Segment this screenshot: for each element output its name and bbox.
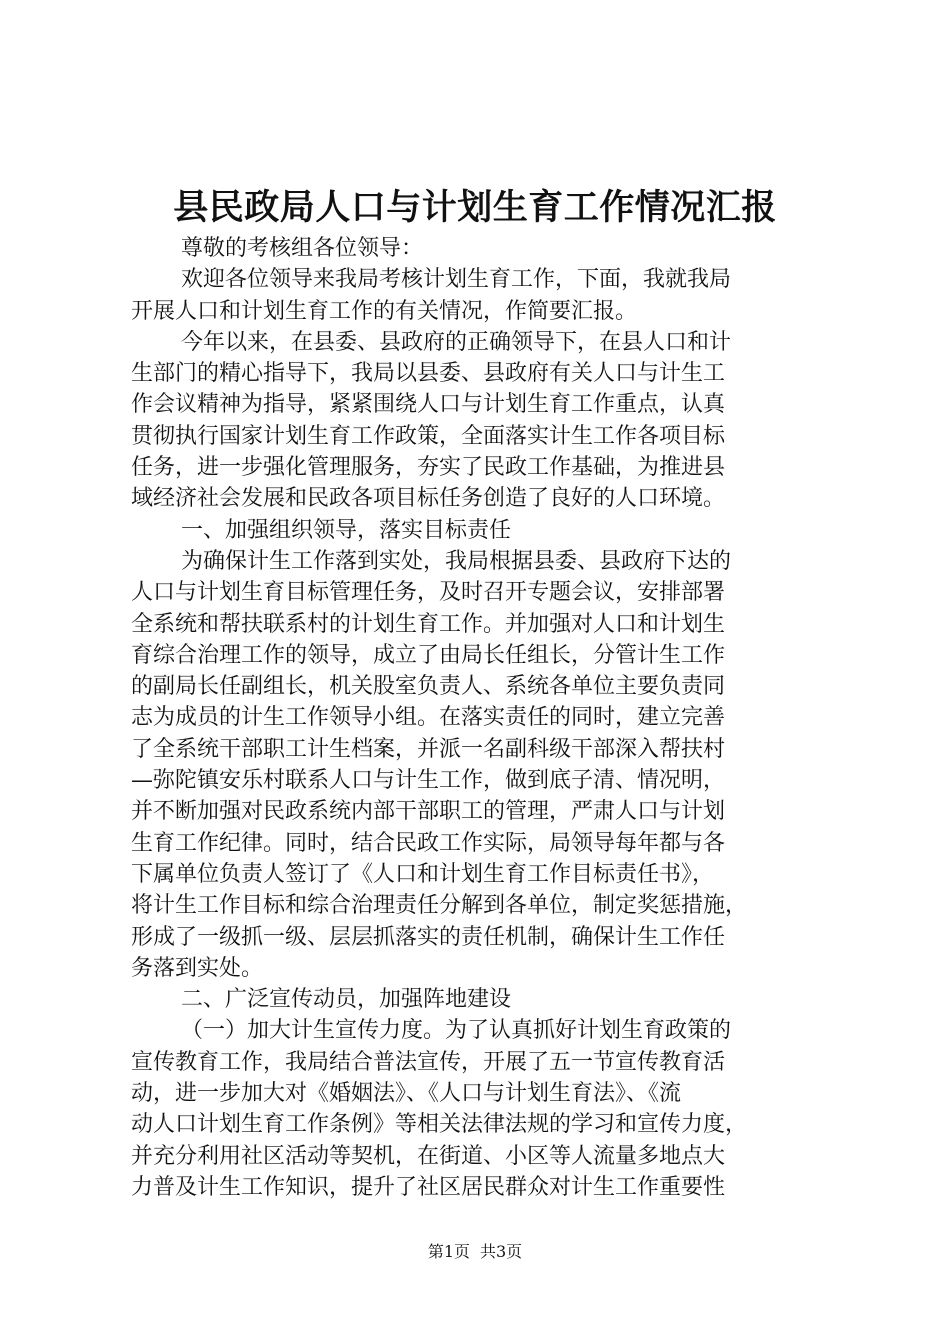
text-line: 的副局长任副组长，机关股室负责人、系统各单位主要负责同	[131, 674, 726, 700]
text-line: 务落到实处。	[131, 955, 264, 981]
text-line: 了全系统干部职工计生档案，并派一名副科级干部深入帮扶村	[131, 736, 726, 762]
text-line: 全系统和帮扶联系村的计划生育工作。并加强对人口和计划生	[131, 611, 726, 637]
text-line: 为确保计生工作落到实处，我局根据县委、县政府下达的	[181, 548, 732, 574]
text-line: 作会议精神为指导，紧紧围绕人口与计划生育工作重点，认真	[131, 392, 726, 418]
text-line: 力普及计生工作知识，提升了社区居民群众对计生工作重要性	[131, 1174, 726, 1200]
text-line: 贯彻执行国家计划生育工作政策，全面落实计生工作各项目标	[131, 423, 726, 449]
text-line: （一）加大计生宣传力度。为了认真抓好计划生育政策的	[181, 1018, 732, 1044]
text-line: 生育工作纪律。同时，结合民政工作实际，局领导每年都与各	[131, 830, 726, 856]
text-line: 志为成员的计生工作领导小组。在落实责任的同时，建立完善	[131, 705, 726, 731]
text-line: 开展人口和计划生育工作的有关情况，作简要汇报。	[131, 298, 638, 324]
text-line: 今年以来，在县委、县政府的正确领导下，在县人口和计	[181, 329, 732, 355]
text-line: 并充分利用社区活动等契机，在街道、小区等人流量多地点大	[131, 1143, 726, 1169]
page-footer	[0, 1240, 950, 1264]
text-line: —弥陀镇安乐村联系人口与计生工作，做到底子清、情况明，	[131, 768, 726, 794]
document-title: 县民政局人口与计划生育工作情况汇报	[173, 187, 777, 228]
text-line: 宣传教育工作，我局结合普法宣传，开展了五一节宣传教育活	[131, 1049, 726, 1075]
text-line: 任务，进一步强化管理服务，夯实了民政工作基础，为推进县	[131, 455, 726, 481]
text-line: 域经济社会发展和民政各项目标任务创造了良好的人口环境。	[131, 486, 726, 512]
document-body	[131, 233, 825, 1203]
text-line: 将计生工作目标和综合治理责任分解到各单位，制定奖惩措施，	[131, 893, 748, 919]
text-line: 动，进一步加大对《婚姻法》、《人口与计划生育法》、《流	[131, 1081, 682, 1107]
text-line: 育综合治理工作的领导，成立了由局长任组长，分管计生工作	[131, 642, 726, 668]
text-line: 下属单位负责人签订了《人口和计划生育工作目标责任书》，	[131, 861, 715, 887]
text-line: 形成了一级抓一级、层层抓落实的责任机制，确保计生工作任	[131, 924, 726, 950]
text-line: 欢迎各位领导来我局考核计划生育工作，下面，我就我局	[181, 267, 732, 293]
page-total: 共3页	[480, 1242, 523, 1261]
text-line: 二、广泛宣传动员，加强阵地建设	[181, 987, 512, 1013]
text-line: 人口与计划生育目标管理任务，及时召开专题会议，安排部署	[131, 580, 726, 606]
page-number: 第1页	[427, 1242, 470, 1261]
text-line: 生部门的精心指导下，我局以县委、县政府有关人口与计生工	[131, 361, 726, 387]
text-line: 动人口计划生育工作条例》等相关法律法规的学习和宣传力度，	[131, 1112, 748, 1138]
text-line: 并不断加强对民政系统内部干部职工的管理，严肃人口与计划	[131, 799, 726, 825]
text-line: 一、加强组织领导，落实目标责任	[181, 517, 512, 543]
text-line: 尊敬的考核组各位领导：	[181, 236, 424, 261]
